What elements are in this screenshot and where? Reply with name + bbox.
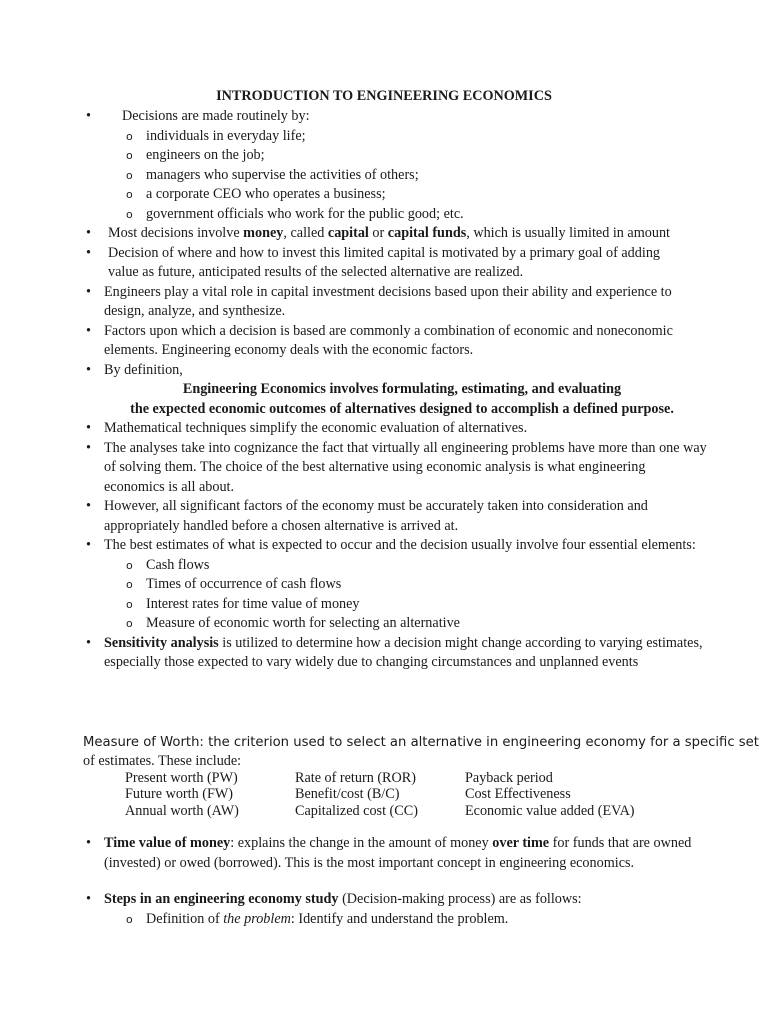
list-item: • Sensitivity analysis is utilized to determine how a decision might change according to varying estimates, especially those expected to vary widely due to changing circumstances and unplanned events (86, 634, 703, 670)
table-cell: Present worth (PW) (125, 769, 238, 786)
bullet-icon: • (86, 244, 91, 261)
sub-list-item: o managers who supervise the activities of others; (0, 166, 768, 186)
bullet-icon: • (86, 835, 91, 851)
sub-list-item: o Interest rates for time value of money (0, 595, 768, 615)
bullet-icon: • (86, 225, 91, 241)
circle-bullet-icon: o (126, 149, 133, 162)
bullet-icon: • (86, 439, 91, 456)
bullet-icon: • (86, 537, 91, 553)
circle-bullet-icon: o (126, 617, 133, 630)
circle-bullet-icon: o (126, 597, 133, 611)
time-value-section (0, 834, 768, 873)
list-item: • Time value of money: explains the change in the amount of money over time for funds that are owned (invested) or owed (borrowed). This is the most important concept in engineering economics. (86, 835, 692, 871)
sub-list-item: o a corporate CEO who operates a business; (0, 185, 768, 205)
list-item: • Decision of where and how to invest this limited capital is motivated by a primary goal of adding value as future, anticipated results of the selected alternative are realized. (86, 244, 661, 280)
list-item: • The best estimates of what is expected to occur and the decision usually involve four essential elements: (0, 536, 768, 556)
list-item: • Decisions are made routinely by: (0, 107, 768, 127)
worth-measures-table (83, 770, 703, 820)
intro-bullets (0, 107, 768, 673)
circle-bullet-icon: o (126, 912, 133, 926)
list-item: • Most decisions involve money, called capital or capital funds, which is usually limited in amount (0, 224, 768, 244)
table-cell: Payback period (465, 769, 553, 786)
table-cell: Capitalized cost (CC) (295, 802, 418, 819)
definition-line-2: the expected economic outcomes of alternatives designed to accomplish a defined purpose. (130, 400, 674, 417)
measure-of-worth: Measure of Worth: the criterion used to select an alternative in engineering economy for a specific set of estimates. These include: Present worth (PW) Rate of return (ROR) Payback period Future worth (FW) Benefit/cost (B/C) Cost Effectiveness Annual worth (AW) Capitalized cost (CC) Economic value added (EVA) (83, 735, 759, 819)
list-item: • Steps in an engineering economy study (Decision-making process) are as follows: (0, 890, 768, 910)
table-cell: Economic value added (EVA) (465, 802, 635, 819)
definition-line-1: Engineering Economics involves formulating, estimating, and evaluating (182, 381, 622, 397)
list-item: • The analyses take into cognizance the fact that virtually all engineering problems have more than one way of solving them. The choice of the best alternative using economic analysis is what engineering economics is all about. (86, 439, 707, 495)
list-item: • Mathematical techniques simplify the economic evaluation of alternatives. (0, 419, 768, 439)
bullet-icon: • (86, 498, 91, 514)
sub-list-item: o Definition of the problem: Identify and understand the problem. (0, 910, 768, 930)
table-cell: Benefit/cost (B/C) (295, 786, 400, 802)
sub-list-item: o government officials who work for the public good; etc. (0, 205, 768, 225)
circle-bullet-icon: o (126, 558, 133, 572)
table-cell: Cost Effectiveness (465, 786, 571, 802)
bullet-icon: • (86, 361, 91, 378)
table-cell: Annual worth (AW) (125, 802, 239, 819)
sub-list-item: o engineers on the job; (0, 146, 768, 166)
circle-bullet-icon: o (126, 188, 133, 201)
measure-of-worth-label: Measure of Worth: (83, 735, 204, 750)
bullet-icon: • (86, 891, 91, 907)
list-item: • However, all significant factors of the economy must be accurately taken into consideration and appropriately handled before a chosen alternative is arrived at. (86, 498, 648, 534)
bullet-icon: • (86, 283, 91, 300)
table-cell: Future worth (FW) (125, 786, 233, 802)
circle-bullet-icon: o (126, 129, 133, 143)
table-cell: Rate of return (ROR) (295, 769, 416, 786)
sub-list-item: o Cash flows (0, 556, 768, 576)
bullet-icon: • (86, 108, 91, 124)
list-item: • Engineers play a vital role in capital investment decisions based upon their ability and experience to design, analyze, and synthesize. (86, 283, 672, 319)
steps-section (0, 890, 768, 929)
document-title: INTRODUCTION TO ENGINEERING ECONOMICS (216, 88, 552, 104)
sub-list-item: o Measure of economic worth for selecting an alternative (0, 614, 768, 634)
bullet-icon: • (86, 634, 91, 651)
list-item: • By definition, (0, 361, 768, 381)
circle-bullet-icon: o (126, 578, 133, 591)
bullet-icon: • (86, 420, 91, 436)
bullet-icon: • (86, 322, 91, 339)
list-item: • Factors upon which a decision is based are commonly a combination of economic and noneconomic elements. Engineering economy deals with the economic factors. (86, 322, 673, 358)
sub-list-item: o individuals in everyday life; (0, 127, 768, 147)
sub-list-item: o Times of occurrence of cash flows (0, 575, 768, 595)
measure-of-worth-lead: Measure of Worth: the criterion used to select an alternative in engineering economy for a specific set (83, 735, 759, 750)
circle-bullet-icon: o (126, 168, 133, 182)
circle-bullet-icon: o (126, 207, 133, 221)
